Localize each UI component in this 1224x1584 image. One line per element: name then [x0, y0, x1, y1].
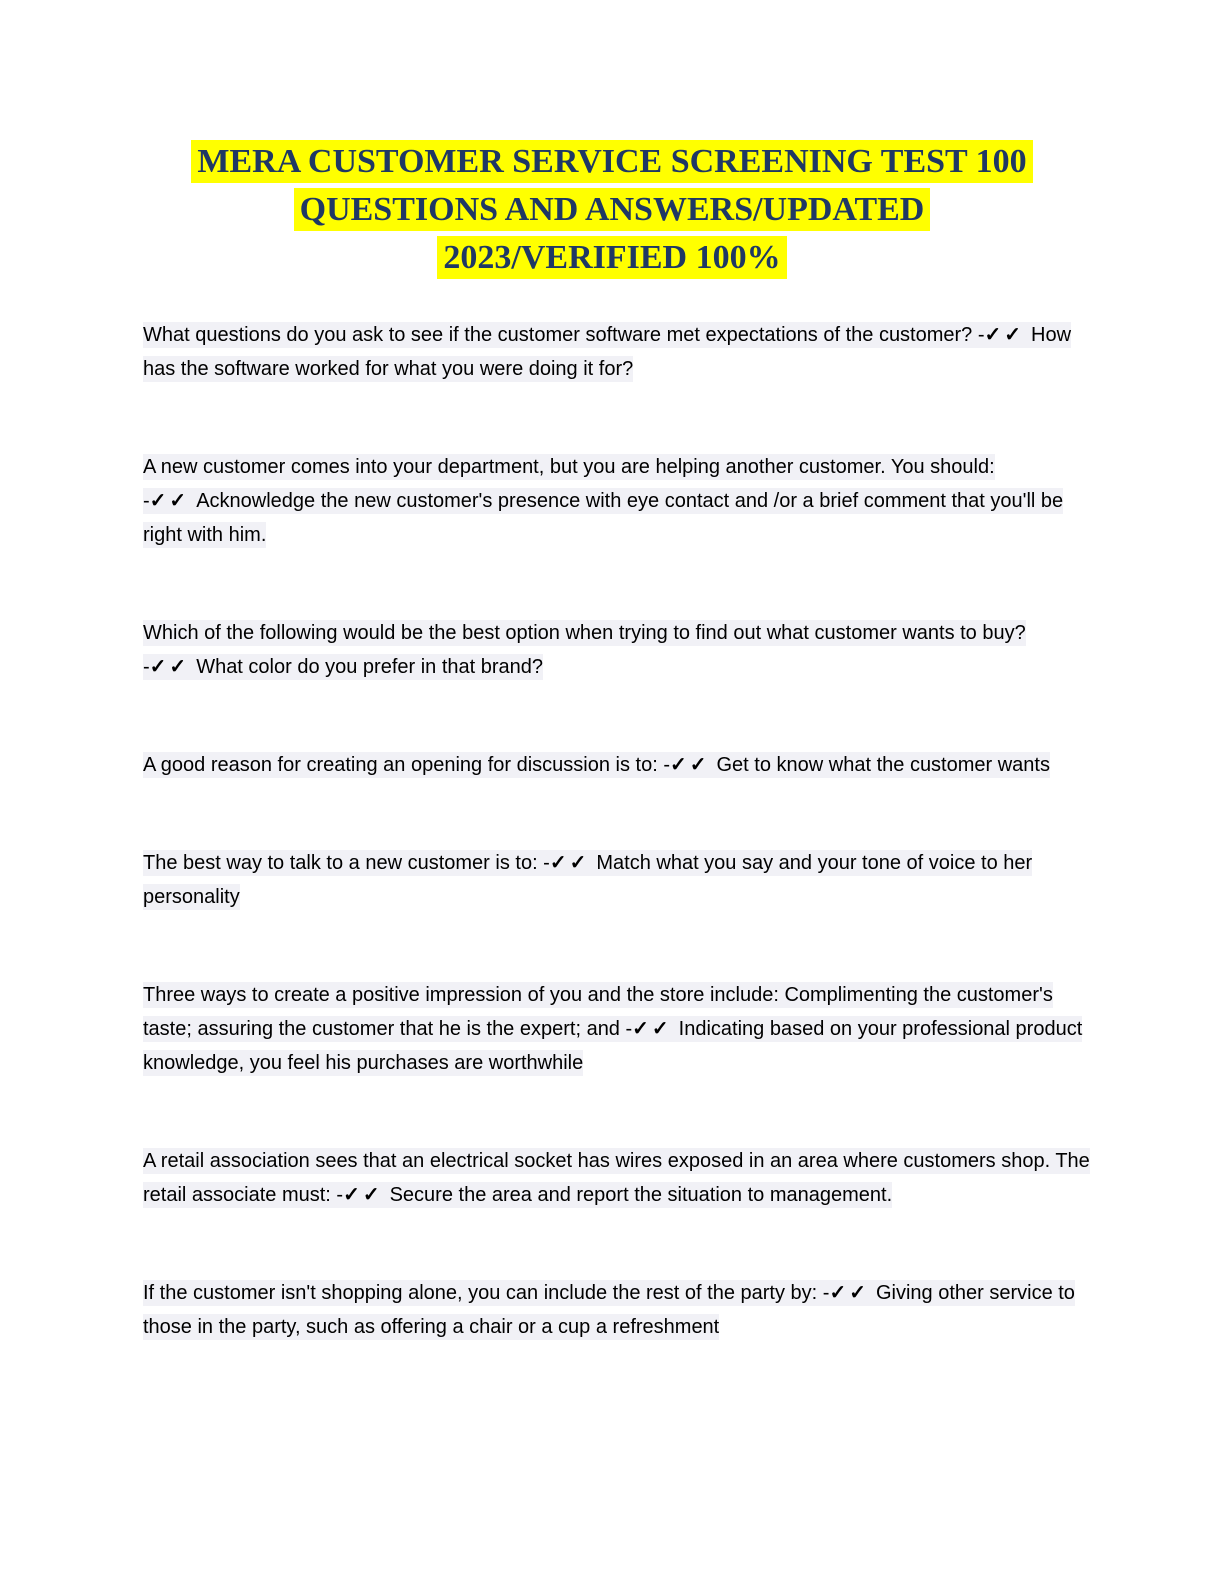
qa-content: [143, 318, 1099, 1344]
answer-text: Acknowledge the new customer's presence with eye contact and /or a brief comment that you'll be right with him.: [143, 490, 1064, 546]
page-title: [132, 138, 1092, 282]
double-checkmark-icon: ✓✓: [343, 1184, 383, 1206]
question-text: The best way to talk to a new customer is to: -: [143, 852, 550, 874]
title-line-3-text: 2023/VERIFIED 100%: [437, 236, 786, 279]
double-checkmark-icon: ✓✓: [149, 490, 190, 512]
double-checkmark-icon: ✓✓: [984, 324, 1025, 346]
qa-item-3: [143, 616, 1099, 684]
question-text: If the customer isn't shopping alone, you can include the rest of the party by: -: [143, 1282, 830, 1304]
question-text: A retail association sees that an electrical socket has wires exposed in an area where customers shop. The retail associate must: -: [143, 1150, 1090, 1206]
answer-text: Giving other service to those in the party, such as offering a chair or a cup a refreshment: [143, 1282, 1075, 1338]
qa-item-4: [143, 748, 1099, 782]
double-checkmark-icon: ✓✓: [632, 1018, 672, 1040]
title-line-2: [132, 186, 1092, 234]
qa-item-1: [143, 318, 1099, 386]
qa-item-6: [143, 978, 1099, 1080]
question-text: A good reason for creating an opening for discussion is to: -: [143, 754, 670, 776]
answer-text: Get to know what the customer wants: [716, 754, 1050, 776]
title-line-1-text: MERA CUSTOMER SERVICE SCREENING TEST 100: [191, 140, 1032, 183]
title-line-3: [132, 234, 1092, 282]
question-text: What questions do you ask to see if the customer software met expectations of the customer? -: [143, 324, 985, 346]
question-text: A new customer comes into your department, but you are helping another customer. You should: -: [143, 456, 995, 512]
answer-text: How has the software worked for what you were doing it for?: [143, 324, 1072, 380]
answer-text: Indicating based on your professional product knowledge, you feel his purchases are worthwhile: [143, 1018, 1083, 1074]
double-checkmark-icon: ✓✓: [669, 754, 710, 776]
answer-text: Secure the area and report the situation to management.: [389, 1184, 893, 1206]
double-checkmark-icon: ✓✓: [149, 656, 190, 678]
double-checkmark-icon: ✓✓: [549, 852, 590, 874]
qa-item-8: [143, 1276, 1099, 1344]
answer-text: What color do you prefer in that brand?: [196, 656, 544, 678]
double-checkmark-icon: ✓✓: [829, 1282, 869, 1304]
qa-item-5: [143, 846, 1099, 914]
title-line-1: [132, 138, 1092, 186]
question-text: Three ways to create a positive impression of you and the store include: Complimenting the customer's taste; assuring the customer that he is the expert; and -: [143, 984, 1053, 1040]
qa-item-7: [143, 1144, 1099, 1212]
title-line-2-text: QUESTIONS AND ANSWERS/UPDATED: [294, 188, 931, 231]
qa-item-2: [143, 450, 1099, 552]
question-text: Which of the following would be the best option when trying to find out what customer wants to buy? -: [143, 622, 1026, 678]
answer-text: Match what you say and your tone of voice to her personality: [143, 852, 1033, 908]
